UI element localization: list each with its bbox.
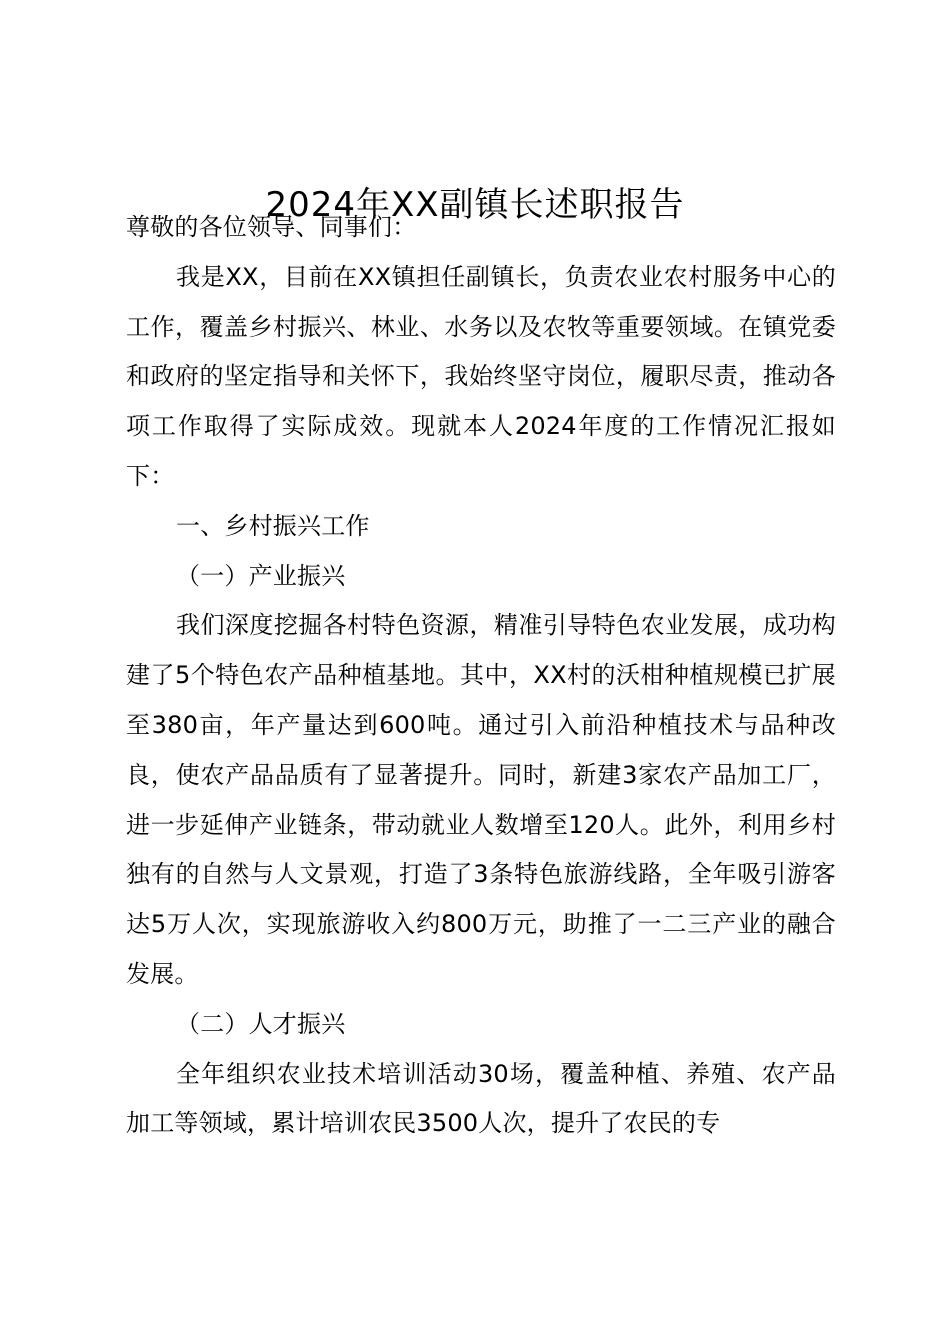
industry-paragraph: 我们深度挖掘各村特色资源，精准引导特色农业发展，成功构建了5个特色农产品种植基地。其中，XX村的沃柑种植规模已扩展至380亩，年产量达到600吨。通过引入前沿种植技术与品种改良，使农产品品质有了显著提升。同时，新建3家农产品加工厂，进一步延伸产业链条，带动就业人数增至120人。此外，利用乡村独有的自然与人文景观，打造了3条特色旅游线路，全年吸引游客达5万人次，实现旅游收入约800万元，助推了一二三产业的融合发展。: [126, 611, 836, 988]
document-body: [126, 203, 836, 1149]
intro-paragraph: 我是XX，目前在XX镇担任副镇长，负责农业农村服务中心的工作，覆盖乡村振兴、林业、水务以及农牧等重要领域。在镇党委和政府的坚定指导和关怀下，我始终坚守岗位，履职尽责，推动各项工作取得了实际成效。现就本人2024年度的工作情况汇报如下：: [126, 262, 836, 490]
salutation: 尊敬的各位领导、同事们：: [126, 213, 417, 241]
section-heading-rural-revitalization: 一、乡村振兴工作: [176, 511, 370, 540]
talent-paragraph: 全年组织农业技术培训活动30场，覆盖种植、养殖、农产品加工等领域，累计培训农民3500人次，提升了农民的专: [126, 1059, 836, 1138]
subsection-heading-talent: （二）人才振兴: [176, 1009, 346, 1038]
document-title: 2024年XX副镇长述职报告: [265, 185, 685, 225]
subsection-heading-industry: （一）产业振兴: [176, 561, 346, 590]
